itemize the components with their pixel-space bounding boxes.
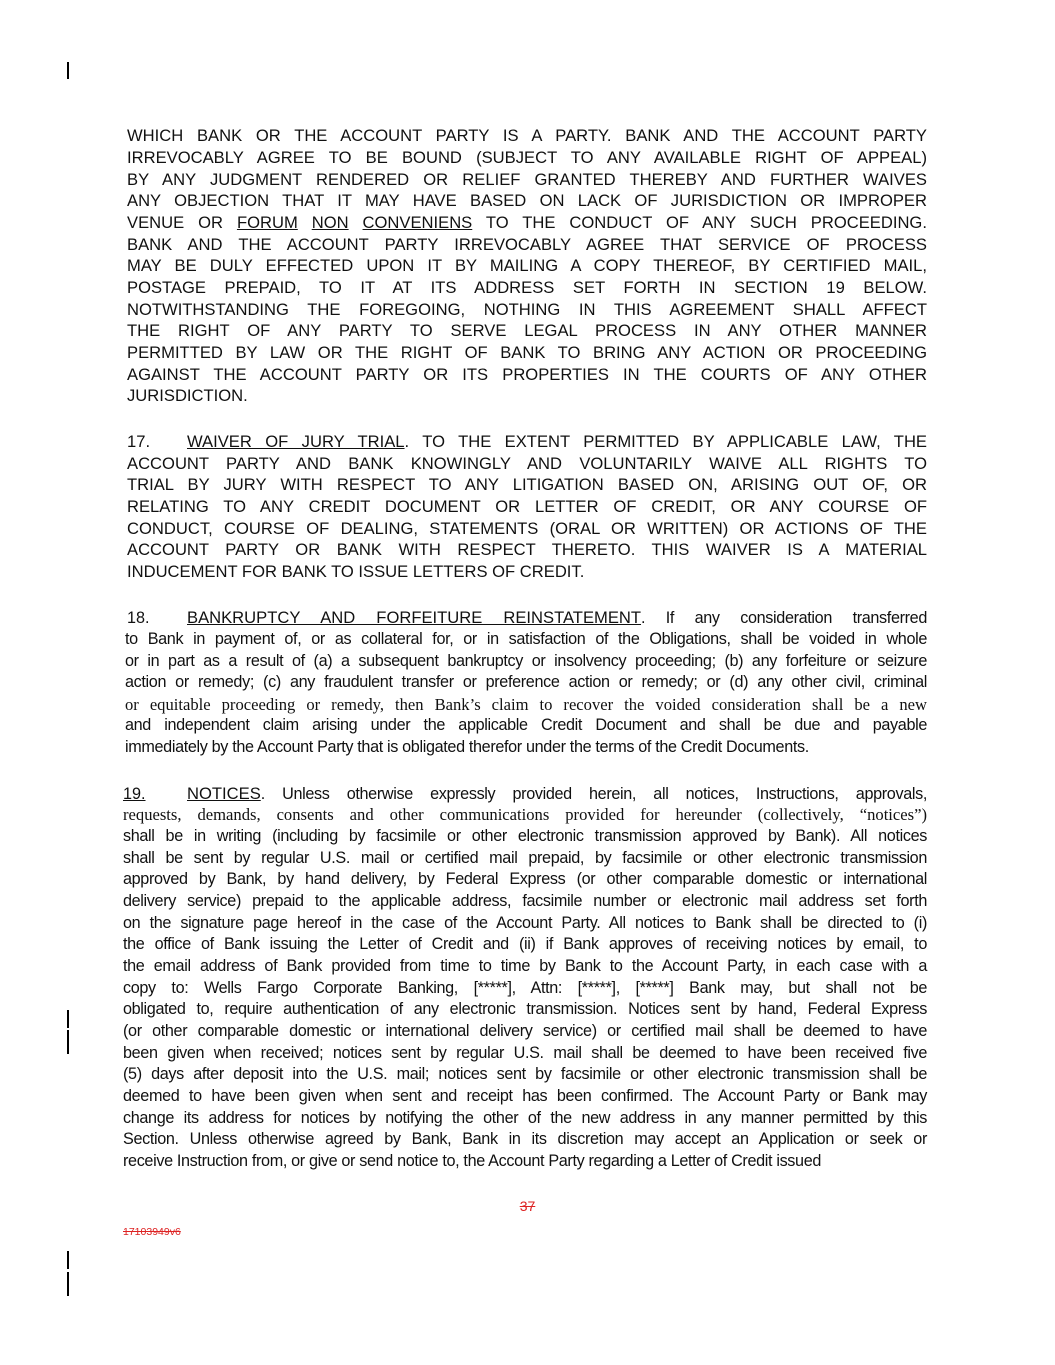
section-heading-line <box>127 607 927 629</box>
text-line: THE RIGHT OF ANY PARTY TO SERVE LEGAL PROCESS IN ANY OTHER MANNER <box>127 321 927 340</box>
text-line: AGAINST THE ACCOUNT PARTY OR ITS PROPERTIES IN THE COURTS OF ANY OTHER <box>127 365 927 384</box>
text-line: the office of Bank issuing the Letter of Credit and (ii) if Bank approves of receiving notices by email, to <box>123 935 927 953</box>
text-line: action or remedy; (c) any fraudulent transfer or preference action or remedy; or (d) any other civil, criminal <box>125 673 927 691</box>
section-heading-line <box>127 431 927 453</box>
text-line: IRREVOCABLY AGREE TO BE BOUND (SUBJECT TO ANY AVAILABLE RIGHT OF APPEAL) <box>127 148 927 167</box>
section-heading-line <box>123 783 927 805</box>
underlined-term: NON <box>311 213 349 232</box>
revision-bar <box>67 1010 69 1028</box>
section-heading: NOTICES <box>187 784 261 803</box>
text-line: copy to: Wells Fargo Corporate Banking, [*****], Attn: [*****], [*****] Bank may, but shall not be <box>123 979 927 997</box>
text-line: ACCOUNT PARTY OR BANK WITH RESPECT THERETO. THIS WAIVER IS A MATERIAL <box>127 540 927 559</box>
text-line: (or other comparable domestic or international delivery service) or certified mail shall be deemed to have <box>123 1022 927 1040</box>
text-line: ACCOUNT PARTY AND BANK KNOWINGLY AND VOLUNTARILY WAIVE ALL RIGHTS TO <box>127 454 927 473</box>
text-line <box>127 212 927 234</box>
text-line: NOTWITHSTANDING THE FOREGOING, NOTHING IN THIS AGREEMENT SHALL AFFECT <box>127 300 927 319</box>
text-line: been given when received; notices sent by regular U.S. mail shall be deemed to have been received five <box>123 1044 927 1062</box>
text-run: TO THE CONDUCT OF ANY SUCH PROCEEDING. <box>472 213 927 232</box>
text-line: (5) days after deposit into the U.S. mail; notices sent by facsimile or other electronic transmission shall be <box>123 1065 927 1083</box>
text-run: . TO THE EXTENT PERMITTED BY APPLICABLE LAW, THE <box>404 432 927 451</box>
underlined-term: FORUM <box>236 213 298 232</box>
text-line: deemed to have been given when sent and receipt has been confirmed. The Account Party or Bank may <box>123 1087 927 1105</box>
text-run: . Unless otherwise expressly provided herein, all notices, Instructions, approvals, <box>260 785 927 803</box>
text-line: change its address for notices by notifying the other of the new address in any manner permitted by this <box>123 1109 927 1127</box>
text-line: on the signature page hereof in the case of the Account Party. All notices to Bank shall be directed to (i) <box>123 914 927 932</box>
text-line: approved by Bank, by hand delivery, by Federal Express (or other comparable domestic or international <box>123 870 927 888</box>
text-line: shall be in writing (including by facsimile or other electronic transmission approved by Bank). All notices <box>123 827 927 845</box>
document-id: 17103949v6 <box>123 1226 181 1238</box>
text-line: INDUCEMENT FOR BANK TO ISSUE LETTERS OF CREDIT. <box>127 562 585 581</box>
text-line: immediately by the Account Party that is obligated therefor under the terms of the Credit Documents. <box>125 738 809 756</box>
section-number: 19. <box>123 785 146 803</box>
revision-bar <box>67 1272 69 1296</box>
text-line: delivery service) prepaid to the applicable address, facsimile number or electronic mail address set forth <box>123 892 927 910</box>
section-number: 18. <box>127 609 150 627</box>
text-line: BANK AND THE ACCOUNT PARTY IRREVOCABLY AGREE THAT SERVICE OF PROCESS <box>127 235 927 254</box>
text-line: obligated to, require authentication of any electronic transmission. Notices sent by hand, Federal Express <box>123 1000 927 1018</box>
text-line: RELATING TO ANY CREDIT DOCUMENT OR LETTER OF CREDIT, OR ANY COURSE OF <box>127 497 927 516</box>
text-line: receive Instruction from, or give or send notice to, the Account Party regarding a Letter of Credit issued <box>123 1152 822 1170</box>
text-run: . If any consideration transferred <box>641 609 927 627</box>
text-line: PERMITTED BY LAW OR THE RIGHT OF BANK TO BRING ANY ACTION OR PROCEEDING <box>127 343 927 362</box>
text-line: shall be sent by regular U.S. mail or certified mail prepaid, by facsimile or other electronic transmission <box>123 849 927 867</box>
revision-bar <box>67 1251 69 1269</box>
text-line: ANY OBJECTION THAT IT MAY HAVE BASED ON LACK OF JURISDICTION OR IMPROPER <box>127 191 927 210</box>
text-line: or in part as a result of (a) a subsequent bankruptcy or insolvency proceeding; (b) any forfeiture or seizure <box>125 652 927 670</box>
revision-bar <box>67 62 69 79</box>
page-number: 37 <box>519 1198 536 1214</box>
section-number: 17. <box>127 432 151 451</box>
text-line: BY ANY JUDGMENT RENDERED OR RELIEF GRANTED THEREBY AND FURTHER WAIVES <box>127 170 927 189</box>
text-line: requests, demands, consents and other communications provided for hereunder (collectively, “notices”) <box>123 805 927 824</box>
text-line: Section. Unless otherwise agreed by Bank, Bank in its discretion may accept an Application or seek or <box>123 1130 927 1148</box>
text-line: MAY BE DULY EFFECTED UPON IT BY MAILING A COPY THEREOF, BY CERTIFIED MAIL, <box>127 256 927 275</box>
text-line: POSTAGE PREPAID, TO IT AT ITS ADDRESS SET FORTH IN SECTION 19 BELOW. <box>127 278 927 297</box>
text-line: JURISDICTION. <box>127 386 248 405</box>
text-line: WHICH BANK OR THE ACCOUNT PARTY IS A PARTY. BANK AND THE ACCOUNT PARTY <box>127 126 927 145</box>
text-run: VENUE OR <box>127 213 237 232</box>
underlined-term: CONVENIENS <box>362 213 473 232</box>
text-line: or equitable proceeding or remedy, then Bank’s claim to recover the voided consideration shall be a new <box>125 695 927 714</box>
text-line: and independent claim arising under the applicable Credit Document and shall be due and payable <box>125 716 927 734</box>
text-line: TRIAL BY JURY WITH RESPECT TO ANY LITIGATION BASED ON, ARISING OUT OF, OR <box>127 475 927 494</box>
revision-bar <box>67 1030 69 1054</box>
section-heading: BANKRUPTCY AND FORFEITURE REINSTATEMENT <box>187 608 642 627</box>
section-heading: WAIVER OF JURY TRIAL <box>187 432 405 451</box>
text-line: CONDUCT, COURSE OF DEALING, STATEMENTS (ORAL OR WRITTEN) OR ACTIONS OF THE <box>127 519 927 538</box>
text-line: the email address of Bank provided from time to time by Bank to the Account Party, in each case with a <box>123 957 927 975</box>
text-line: to Bank in payment of, or as collateral for, or in satisfaction of the Obligations, shall be voided in whole <box>125 630 927 648</box>
